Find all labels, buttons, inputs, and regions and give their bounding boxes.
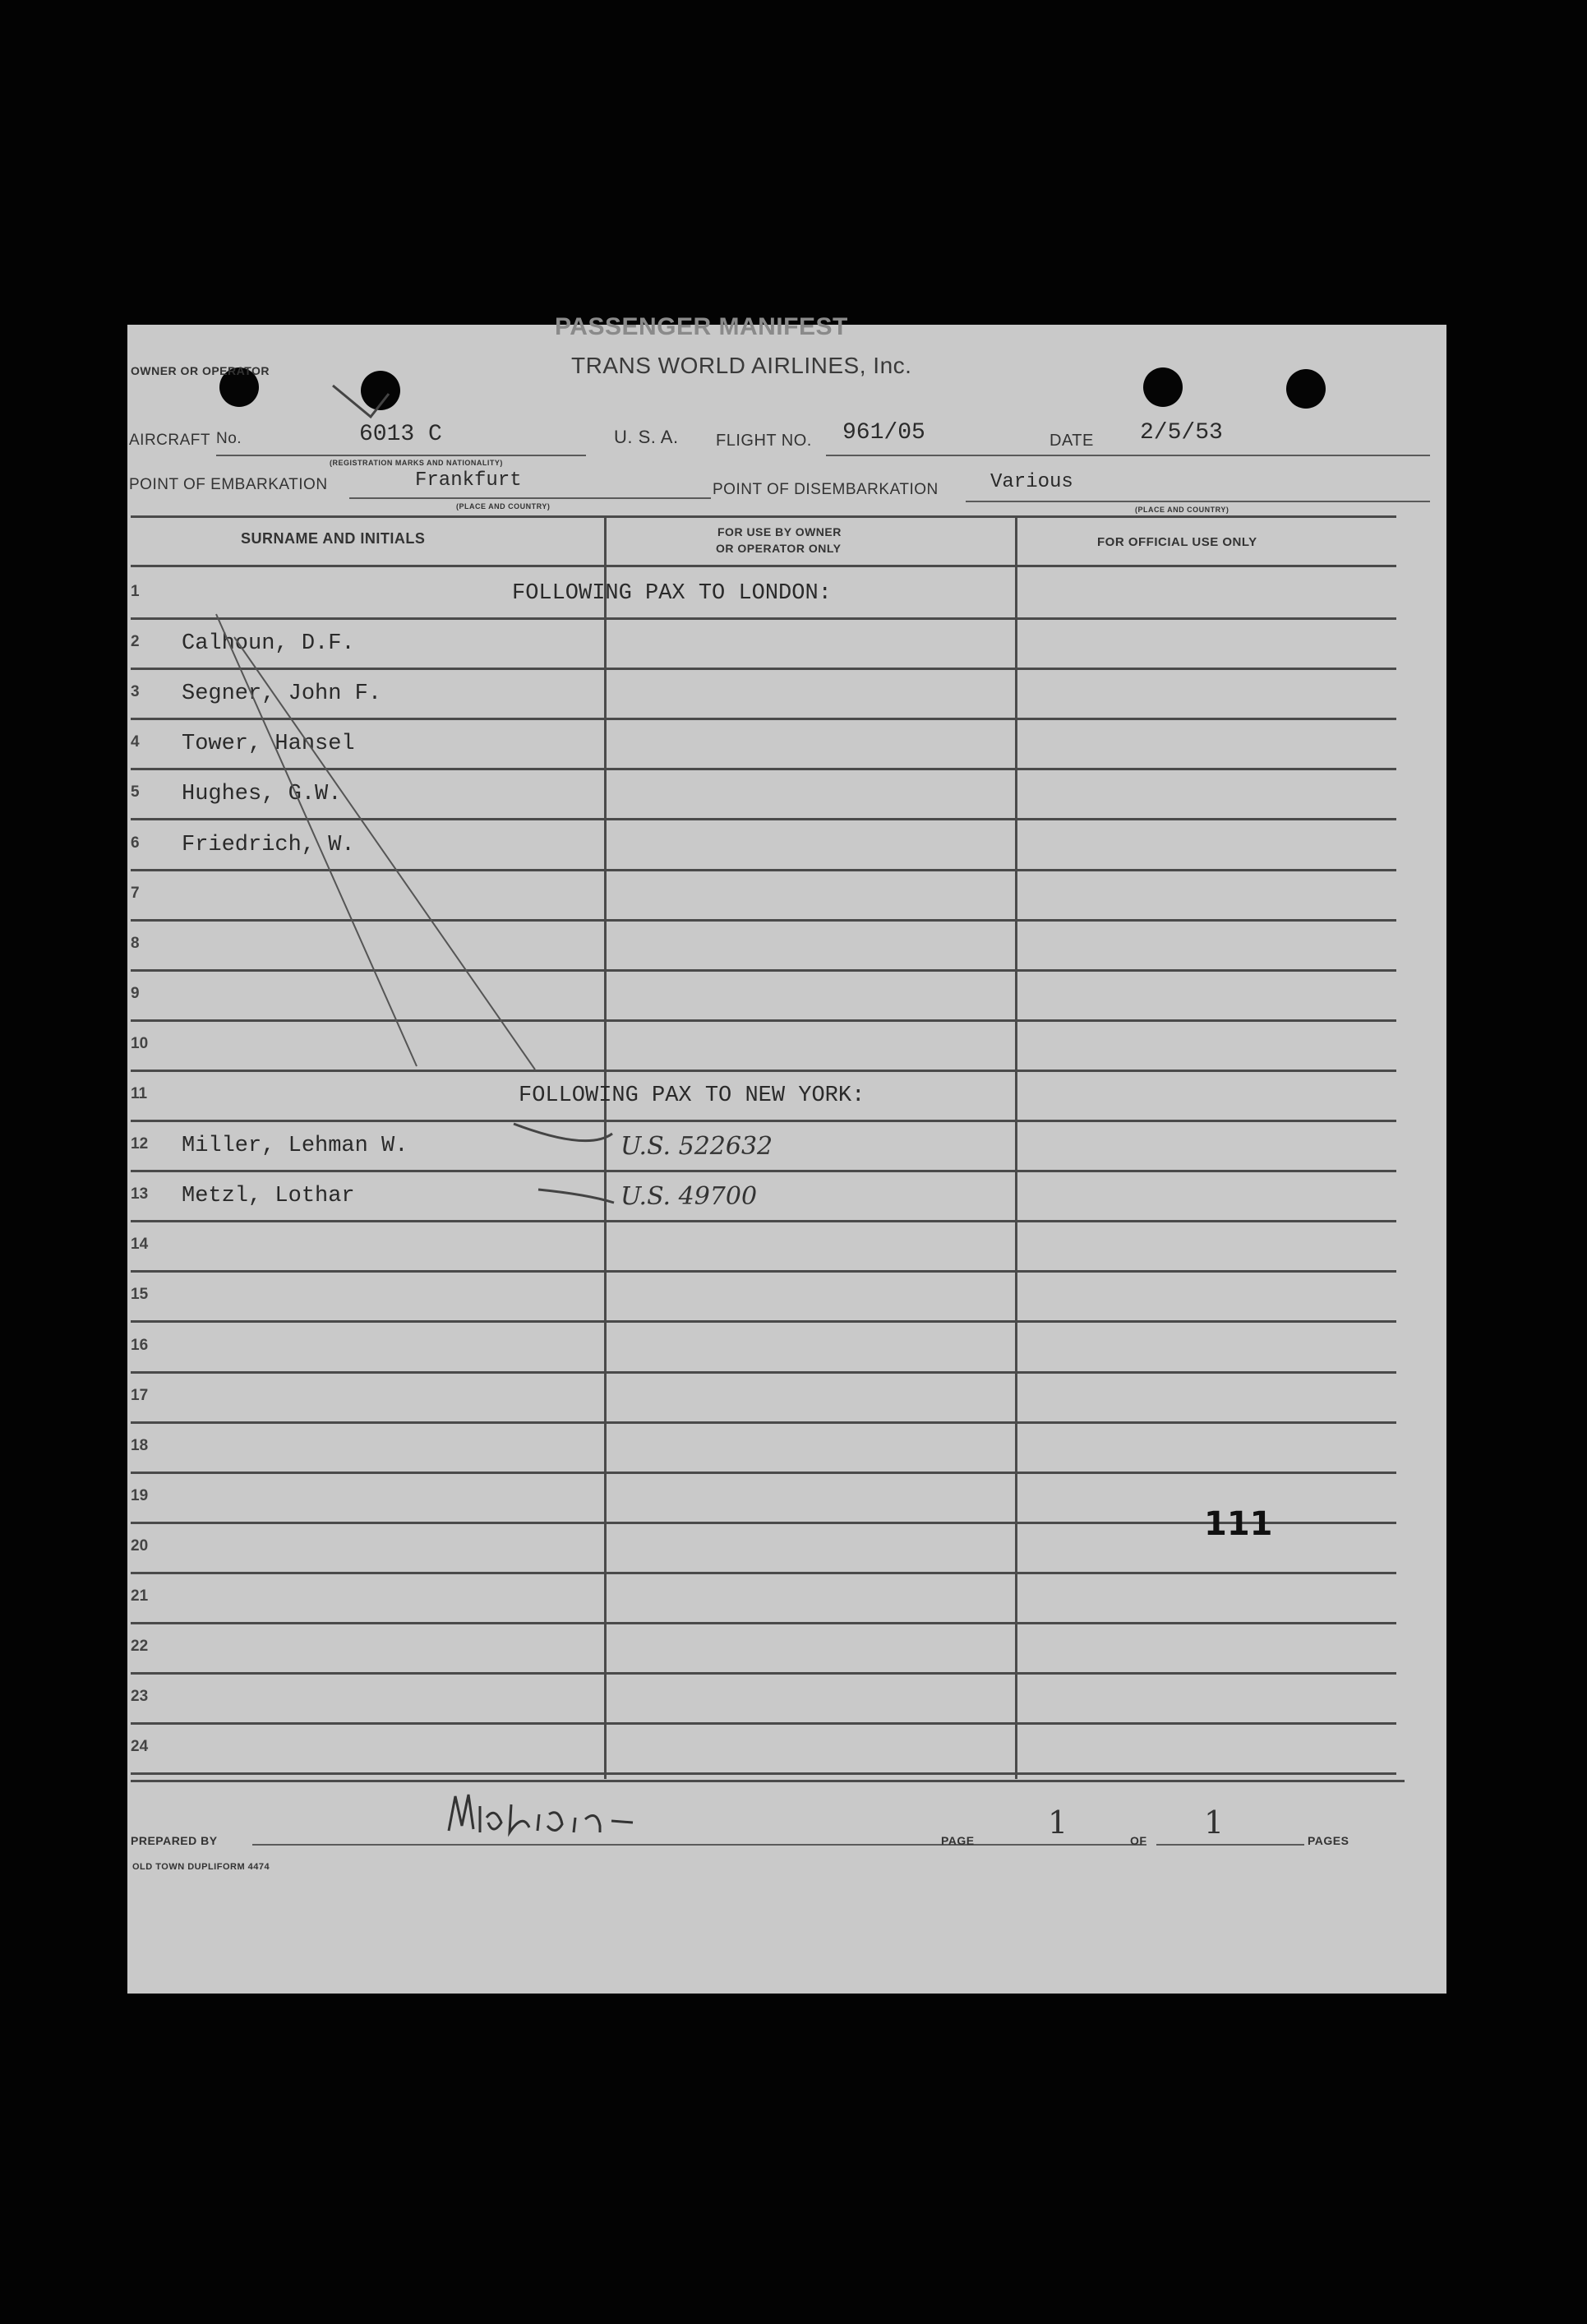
row-number: 4 [131, 733, 140, 751]
passenger-name: Calhoun, D.F. [182, 631, 355, 657]
row-number: 9 [131, 984, 140, 1002]
row-number: 1 [131, 583, 140, 600]
date-label: DATE [1050, 432, 1094, 450]
airline-name: TRANS WORLD AIRLINES, Inc. [571, 353, 912, 378]
column-header-surname: SURNAME AND INITIALS [241, 530, 426, 547]
prepared-by-label: PREPARED BY [131, 1834, 218, 1847]
owner-use-entry: U.S. 522632 [620, 1132, 773, 1162]
row-number: 14 [131, 1236, 149, 1254]
pen-mark-13 [538, 1190, 614, 1203]
of-label: OF [1130, 1834, 1147, 1847]
row-number: 24 [131, 1738, 149, 1756]
row-number: 12 [131, 1135, 149, 1153]
passenger-name: Hughes, G.W. [182, 782, 342, 807]
faint-title: PASSENGER MANIFEST [555, 313, 848, 340]
flight-label: FLIGHT NO. [716, 432, 812, 450]
diagonal-pen-line-2 [234, 637, 535, 1070]
handwritten-strokes [127, 325, 1446, 1994]
row-number: 13 [131, 1185, 149, 1204]
row-number: 7 [131, 884, 140, 902]
passenger-name: Metzl, Lothar [182, 1184, 355, 1209]
usa-label: U. S. A. [614, 427, 679, 447]
row-number: 16 [131, 1336, 149, 1354]
disembarkation-value: Various [990, 471, 1073, 493]
column-header-official: FOR OFFICIAL USE ONLY [1097, 535, 1257, 549]
passenger-name: Tower, Hansel [182, 732, 355, 757]
disembarkation-place-caption: (PLACE AND COUNTRY) [1135, 506, 1229, 514]
row-number: 2 [131, 633, 140, 651]
row-number: 15 [131, 1286, 149, 1304]
passenger-name: Segner, John F. [182, 681, 382, 707]
passenger-name: Friedrich, W. [182, 832, 355, 857]
diagonal-pen-line-1 [216, 614, 417, 1066]
table-bottom-rule [131, 1780, 1405, 1782]
routing-note: FOLLOWING PAX TO NEW YORK: [519, 1083, 865, 1108]
embarkation-place-caption: (PLACE AND COUNTRY) [456, 502, 551, 511]
row-number: 11 [131, 1085, 148, 1102]
pages-label: PAGES [1308, 1834, 1349, 1847]
row-number: 17 [131, 1386, 149, 1404]
aircraft-label: AIRCRAFT [129, 432, 210, 449]
stamp-number: 111 [1204, 1505, 1273, 1543]
date-value: 2/5/53 [1140, 420, 1223, 446]
aircraft-value: 6013 C [359, 422, 442, 447]
row-number: 18 [131, 1436, 149, 1454]
row-number: 6 [131, 834, 140, 852]
owner-use-entry: U.S. 49700 [620, 1182, 758, 1212]
column-header-owner-2: OR OPERATOR ONLY [716, 542, 842, 555]
passenger-name: Miller, Lehman W. [182, 1134, 408, 1159]
row-number: 23 [131, 1688, 149, 1706]
pen-mark-header [333, 386, 389, 417]
column-header-owner-1: FOR USE BY OWNER [717, 525, 842, 538]
page-underline [982, 1844, 1146, 1846]
prepared-by-signature [444, 1790, 657, 1855]
row-number: 5 [131, 783, 140, 802]
pen-mark-12 [514, 1124, 612, 1141]
flight-value: 961/05 [842, 420, 925, 446]
manifest-sheet [127, 313, 1446, 1994]
row-number: 10 [131, 1034, 149, 1052]
page-value: 1 [1048, 1804, 1068, 1841]
owner-label: OWNER OR OPERATOR [131, 364, 270, 377]
row-number: 3 [131, 683, 140, 701]
embarkation-value: Frankfurt [415, 469, 522, 492]
row-number: 19 [131, 1486, 149, 1504]
form-label: OLD TOWN DUPLIFORM 4474 [132, 1862, 270, 1872]
row-number: 8 [131, 934, 140, 952]
disembarkation-label: POINT OF DISEMBARKATION [713, 481, 939, 498]
registration-caption: (REGISTRATION MARKS AND NATIONALITY) [330, 459, 503, 467]
of-value: 1 [1204, 1804, 1225, 1841]
of-underline [1156, 1844, 1304, 1846]
row-number: 20 [131, 1536, 149, 1555]
page-label: PAGE [941, 1834, 975, 1847]
aircraft-no-label: No. [216, 430, 242, 447]
routing-note: FOLLOWING PAX TO LONDON: [512, 581, 832, 606]
row-number: 22 [131, 1638, 149, 1656]
row-number: 21 [131, 1587, 149, 1605]
embarkation-label: POINT OF EMBARKATION [129, 476, 328, 493]
